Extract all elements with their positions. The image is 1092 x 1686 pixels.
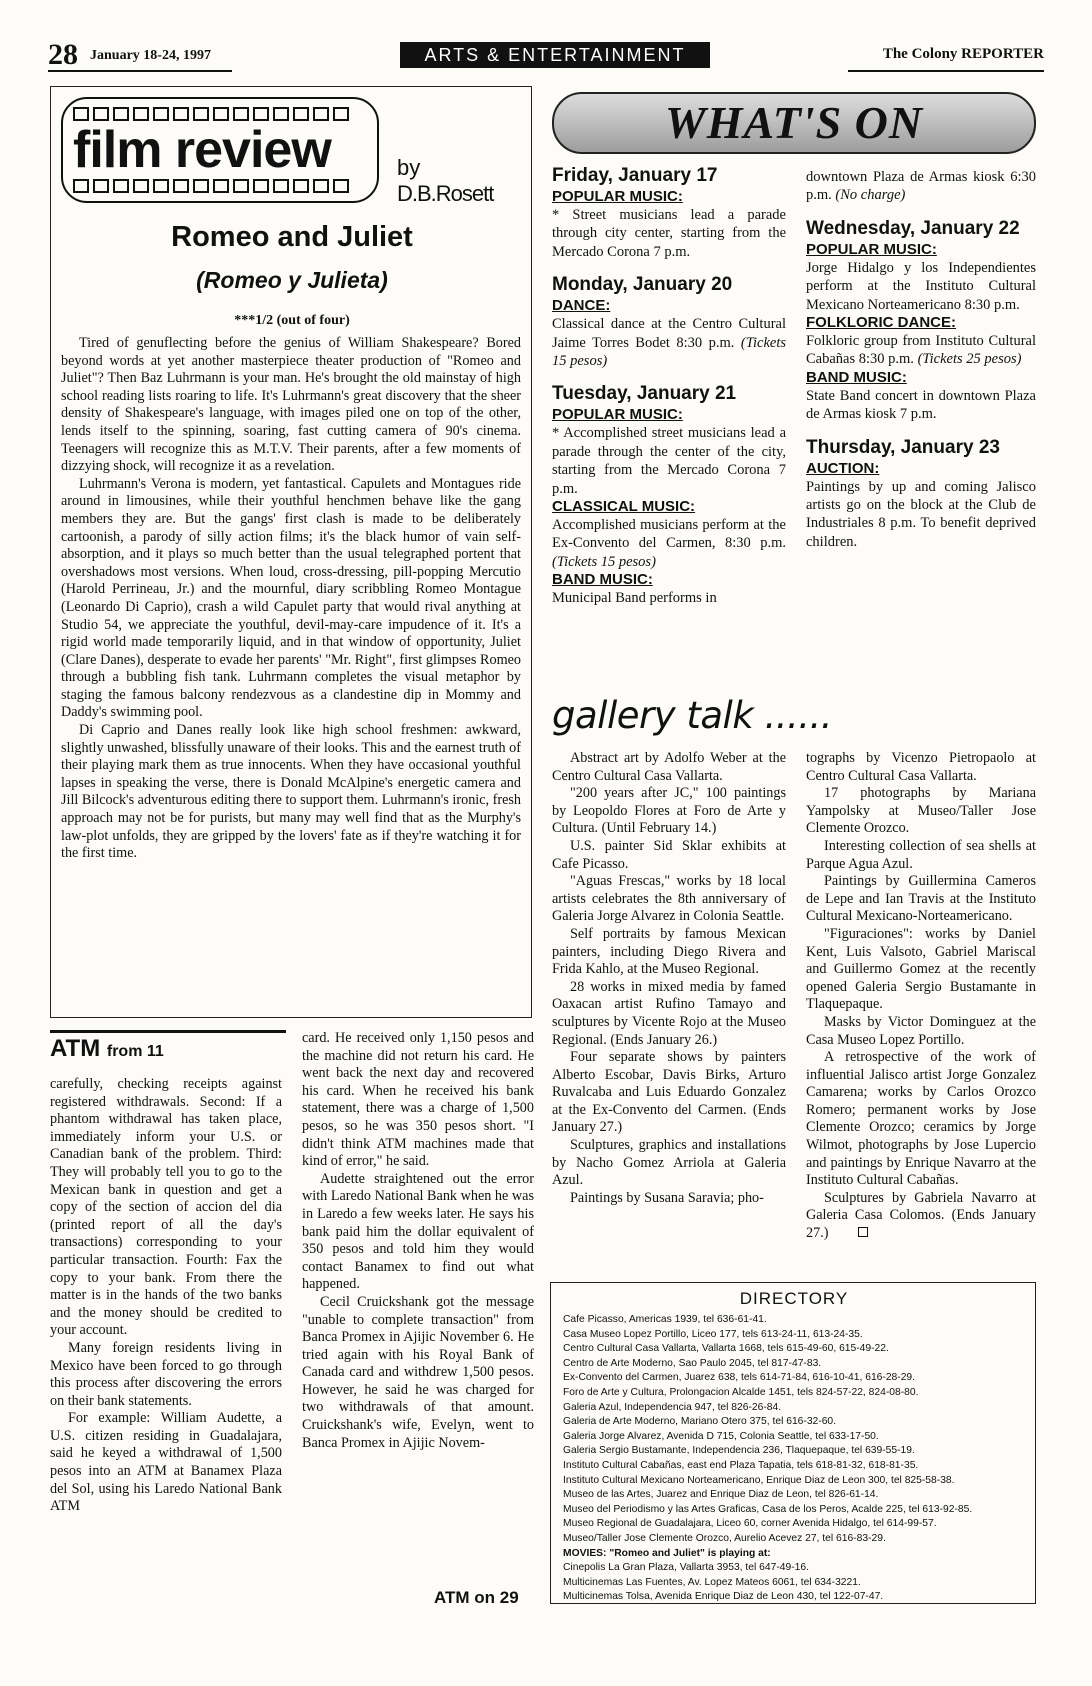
film-review-banner <box>61 97 379 203</box>
directory-entry: Galeria de Arte Moderno, Mariano Otero 375, tel 616-32-60. <box>563 1416 837 1428</box>
event-category: POPULAR MUSIC: <box>552 406 683 424</box>
event-category: POPULAR MUSIC: <box>552 188 683 205</box>
whats-on-banner <box>552 92 1036 154</box>
gallery-item: U.S. painter Sid Sklar exhibits at Cafe Picasso. <box>552 837 786 872</box>
issue-date: January 18-24, 1997 <box>90 48 211 63</box>
event-text: * Street musicians lead a parade through city center, starting from the Mercado Corona 7 p.m. <box>552 207 786 260</box>
directory-entry: Centro de Arte Moderno, Sao Paulo 2045, tel 817-47-83. <box>563 1357 822 1369</box>
directory-entry: Museo Regional de Guadalajara, Liceo 60, corner Avenida Hidalgo, tel 614-99-57. <box>563 1518 937 1530</box>
event-category: FOLKLORIC DANCE: <box>806 314 956 332</box>
gallery-column-2 <box>806 750 1036 1243</box>
directory-title: DIRECTORY <box>739 1289 849 1308</box>
gallery-item: Sculptures by Gabriela Navarro at Galeria Casa Colomos. (Ends January 27.) <box>806 1189 1036 1242</box>
gallery-item: Interesting collection of sea shells at Parque Agua Azul. <box>806 837 1036 872</box>
event-category: BAND MUSIC: <box>552 571 653 589</box>
event-day: Friday, January 17 <box>552 165 718 186</box>
atm-jump-line: ATM on 29 <box>434 1588 519 1607</box>
event-text: Classical dance at the Centro Cultural Jaime Torres Bodet 8:30 p.m. (Tickets 15 pesos) <box>552 316 786 370</box>
gallery-item: Abstract art by Adolfo Weber at the Centro Cultural Casa Vallarta. <box>552 750 786 784</box>
event-text: Folkloric group from Instituto Cultural Cabañas 8:30 p.m. (Tickets 25 pesos) <box>806 333 1036 368</box>
directory-entry: Galeria Sergio Bustamante, Independencia 236, Tlaquepaque, tel 639-55-19. <box>563 1445 915 1457</box>
event-day: Tuesday, January 21 <box>552 383 737 405</box>
atm-paragraph: Many foreign residents living in Mexico have been forced to go through this process after discovering the errors on their bank statements. <box>50 1339 282 1409</box>
atm-paragraph: Cecil Cruickshank got the message "unable to complete transaction" from Banca Promex in Ajijic November 6. He tried again with his Royal Bank of Canada card and withdrew 1,500 pesos. However, he said he was charged for two withdrawals of that amount. Cruickshank's wife, Evelyn, went to Banca Promex in Ajijic Novem- <box>302 1293 534 1451</box>
film-review-box <box>50 86 532 1018</box>
gallery-item: tographs by Vicenzo Pietropaolo at Centro Cultural Casa Vallarta. <box>806 750 1036 784</box>
gallery-item: "200 years after JC," 100 paintings by Leopoldo Flores at Foro de Arte y Cultura. (Until February 14.) <box>552 785 786 837</box>
review-paragraph: Luhrmann's Verona is modern, yet fantastical. Capulets and Montagues ride around in limousines, while their youthful henchmen behave like the gang members they are. But the gangs' first clash is made to be deliberately cartoonish, a parody of silly action films; it's the black humor of vain self-absorption, and it plays so much better than the usual telegraphed portent that overshadows most versions. When loud, cross-dressing, pill-popping Mercutio (Harold Perrineau, Jr.) and the mournful, diary scribbling Romeo Montague (Leonardo Di Caprio), crash a wild Capulet party that would rival anything at Studio 54, we appreciate the youthful, devil-may-care impudence of it. It's a rigid world made temporarily liquid, and in that window of opportunity, Juliet (Clare Danes), desperate to evade her parents' "Mr. Right", first glimpses Romeo through a bubbling fish tank. Luhrmann completes the visual metaphor by staging the famous balcony rendezvous as a clandestine dip in Mommy and Daddy's swimming pool. <box>61 475 521 721</box>
directory-list <box>563 1313 1033 1605</box>
event-text: State Band concert in downtown Plaza de Armas kiosk 7 p.m. <box>806 387 1036 423</box>
directory-entry: Casa Museo Lopez Portillo, Liceo 177, tels 613-24-11, 613-24-35. <box>563 1328 863 1340</box>
directory-entry: Museo de las Artes, Juarez and Enrique Diaz de Leon, tel 826-61-14. <box>563 1489 879 1501</box>
event-text: Jorge Hidalgo y los Independientes perform at the Instituto Cultural Mexicano Norteamericano 8:30 p.m. <box>806 259 1036 313</box>
gallery-item: 17 photographs by Mariana Yampolsky at Museo/Taller Jose Clemente Orozco. <box>806 785 1036 837</box>
gallery-item: Self portraits by famous Mexican painters, including Diego Rivera and Frida Kahlo, at the Museo Regional. <box>552 925 786 978</box>
gallery-item: "Aguas Frescas," works by 18 local artists celebrates the 8th anniversary of Galeria Jorge Alvarez in Colonia Seattle. <box>552 873 786 925</box>
whats-on-column-2 <box>806 168 1036 551</box>
film-strip-icon <box>73 179 369 197</box>
review-paragraph: Di Caprio and Danes really look like high school freshmen: awkward, slightly unwashed, blissfully unaware of their looks. This and the earnest truth of their playing mark them as true innocents. When they have occasional youthful lapses in speaking the verse, there is Donald McAlpine's energetic camera and Jill Bilcock's adventurous editing there to support them. Luhrmann's ironic, fresh approach may not be for purists, but many may well find that as the Murphy's law-plot unfolds, they are gripped by the lovers' fate as if they're watching it for the first time. <box>61 722 521 862</box>
gallery-item: A retrospective of the work of influential Jalisco artist Jorge Gonzalez Camarena; works by Carlos Orozco Romero; permanent works by Jose Clemente Orozco; ceramics by Jorge Wilmot, photographs by Jose Lupercio and paintings by Enrique Navarro at the Instituto Cultural Cabañas. <box>806 1049 1036 1189</box>
directory-entry: Ex-Convento del Carmen, Juarez 638, tels 614-71-84, 616-10-41, 616-28-29. <box>563 1372 916 1384</box>
byline-author: D.B.Rosett <box>397 181 494 206</box>
event-text: downtown Plaza de Armas kiosk 6:30 p.m. (No charge) <box>806 169 1036 204</box>
directory-entry: MOVIES: "Romeo and Juliet" is playing at: <box>563 1547 771 1559</box>
directory-entry: Cafe Picasso, Americas 1939, tel 636-61-41. <box>563 1314 767 1325</box>
gallery-item: Paintings by Guillermina Cameros de Lepe and Ian Travis at the Instituto Cultural Mexicano-Norteamericano. <box>806 873 1036 925</box>
page-number: 28 <box>48 38 78 71</box>
gallery-item: Sculptures, graphics and installations by Nacho Gomez Arriola at Galeria Azul. <box>552 1137 786 1189</box>
event-text: * Accomplished street musicians lead a parade through the center of the city, starting from the Mercado Corona 7 p.m. <box>552 425 786 497</box>
directory-entry: Galeria Azul, Independencia 947, tel 826-26-84. <box>563 1401 782 1413</box>
movie-rating: ***1/2 (out of four) <box>234 313 350 328</box>
atm-paragraph: For example: William Audette, a U.S. citizen residing in Guadalajara, said he keyed a withdrawal of 1,500 pesos into an ATM at Banamex Plaza del Sol, using his Laredo National Bank ATM <box>50 1410 282 1515</box>
directory-entry: Instituto Cultural Cabañas, east end Plaza Tapatia, tels 618-81-32, 618-81-35. <box>563 1459 919 1471</box>
event-category: DANCE: <box>552 297 611 315</box>
atm-paragraph: card. He received only 1,150 pesos and the machine did not return his card. He went back the next day and recovered his card. When he received his bank statement, there was a charge of 1,500 pesos, so he was 350 pesos short. "I didn't think ATM machines made that kind of error," he said. <box>302 1030 534 1170</box>
gallery-item: 28 works in mixed media by famed Oaxacan artist Rufino Tamayo and sculptures by Vicente Rojo at the Museo Regional. (Ends January 26.) <box>552 978 786 1048</box>
event-category: AUCTION: <box>806 459 880 477</box>
event-day: Wednesday, January 22 <box>806 217 1020 239</box>
byline-label: by <box>397 155 421 180</box>
atm-heading-title: ATM <box>50 1035 101 1062</box>
film-review-title: film review <box>73 121 331 179</box>
section-banner: ARTS & ENTERTAINMENT <box>400 42 710 68</box>
review-paragraph: Tired of genuflecting before the genius of William Shakespeare? Bored beyond words at yet another masterpiece theater production of "Romeo and Juliet"? Then Baz Luhrmann is your man. He's brought the old mainstay of high school reading lists roaring to life. It's Luhrmann's great discovery that the sheer density of Shakespeare's language, with images piled one on top of the other, lends itself to the spinning, soaring, fast cutting camera of 90's cinema. Teenagers will recognize this as M.T.V. Their parents, after a few moments of dizzying shock, will recognize it as a revelation. <box>61 335 521 475</box>
event-text: Accomplished musicians perform at the Ex-Convento del Carmen, 8:30 p.m. (Tickets 15 pesos) <box>552 517 786 570</box>
directory-entry: Instituto Cultural Mexicano Norteamericano, Enrique Diaz de Leon 300, tel 825-58-38. <box>563 1474 955 1486</box>
directory-entry: Cinepolis La Gran Plaza, Vallarta 3953, tel 647-49-16. <box>563 1562 809 1574</box>
directory-entry: Museo del Periodismo y las Artes Graficas, Casa de los Peros, Acalde 225, tel 613-92-85. <box>563 1503 973 1515</box>
event-category: BAND MUSIC: <box>806 368 907 386</box>
atm-heading <box>50 1030 286 1063</box>
directory-entry: Multicinemas Tolsa, Avenida Enrique Diaz de Leon 430, tel 122-07-47. <box>563 1591 884 1603</box>
gallery-item: Paintings by Susana Saravia; pho- <box>570 1189 764 1206</box>
directory-entry: Foro de Arte y Cultura, Prolongacion Alcalde 1451, tels 824-57-22, 824-08-80. <box>563 1386 919 1398</box>
gallery-item: Masks by Victor Dominguez at the Casa Museo Lopez Portillo. <box>806 1013 1036 1048</box>
directory-entry: Galeria Jorge Alvarez, Avenida D 715, Colonia Seattle, tel 633-17-50. <box>563 1430 879 1442</box>
directory-entry: Multicinemas Las Fuentes, Av. Lopez Mateos 6061, tel 634-3221. <box>563 1576 861 1588</box>
event-category: CLASSICAL MUSIC: <box>552 498 696 516</box>
directory-entry: Centro Cultural Casa Vallarta, Vallarta 1668, tels 615-49-60, 615-49-22. <box>563 1343 889 1355</box>
directory-entry: Museo/Taller Jose Clemente Orozco, Aurelio Acevez 27, tel 616-83-29. <box>563 1532 886 1544</box>
event-text: Municipal Band performs in <box>552 590 717 607</box>
event-day: Thursday, January 23 <box>806 436 1000 458</box>
event-day: Monday, January 20 <box>552 274 733 296</box>
header-rule-left <box>48 70 232 72</box>
atm-column-2 <box>302 1030 534 1452</box>
gallery-item: "Figuraciones": works by Daniel Kent, Luis Valsoto, Gabriel Mariscal and Guillermo Gomez at the recently opened Galeria Sergio Bustamante in Tlaquepaque. <box>806 925 1036 1013</box>
atm-heading-from: from 11 <box>106 1043 164 1060</box>
whats-on-title: WHAT'S ON <box>664 97 924 148</box>
event-category: POPULAR MUSIC: <box>806 240 937 258</box>
atm-column-1 <box>50 1076 282 1516</box>
page-header <box>48 38 1044 72</box>
gallery-talk-title: gallery talk ...... <box>552 694 833 737</box>
paper-name: The Colony REPORTER <box>882 46 1044 62</box>
atm-paragraph: carefully, checking receipts against registered withdrawals. Second: If a phantom withdrawal has taken place, immediately inform your U.S. or Canadian bank of the problem. Third: They will probably tell you to go to the Mexican bank in question and get a copy of the section of accion del dia (printed report of all the day's transactions) corresponding to your particular transaction. Fourth: Fax the copy to your bank. From there the matter is in the hands of the two banks and the money should be credited to your account. <box>50 1076 282 1339</box>
review-body <box>61 335 521 863</box>
movie-title: Romeo and Juliet <box>171 221 413 253</box>
header-rule-right <box>848 70 1044 72</box>
directory-box <box>550 1282 1036 1604</box>
whats-on-column-1 <box>552 164 786 608</box>
gallery-item: Four separate shows by painters Alberto Escobar, Davis Birks, Arturo Ruvalcaba and Luis Eduardo Gonzalez at the Ex-Convento del Carmen. (Ends January 27.) <box>552 1049 786 1136</box>
end-mark-icon <box>858 1227 868 1237</box>
gallery-column-1 <box>552 750 786 1207</box>
movie-subtitle: (Romeo y Julieta) <box>196 267 388 293</box>
event-text: Paintings by up and coming Jalisco artists go on the block at the Club de Industriales 8 p.m. To benefit deprived children. <box>806 478 1036 550</box>
atm-paragraph: Audette straightened out the error with Laredo National Bank when he was in Laredo a few weeks later. He says his bank paid him the dollar equivalent of 350 pesos and told him they would contact Banamex to find out what happened. <box>302 1170 534 1293</box>
